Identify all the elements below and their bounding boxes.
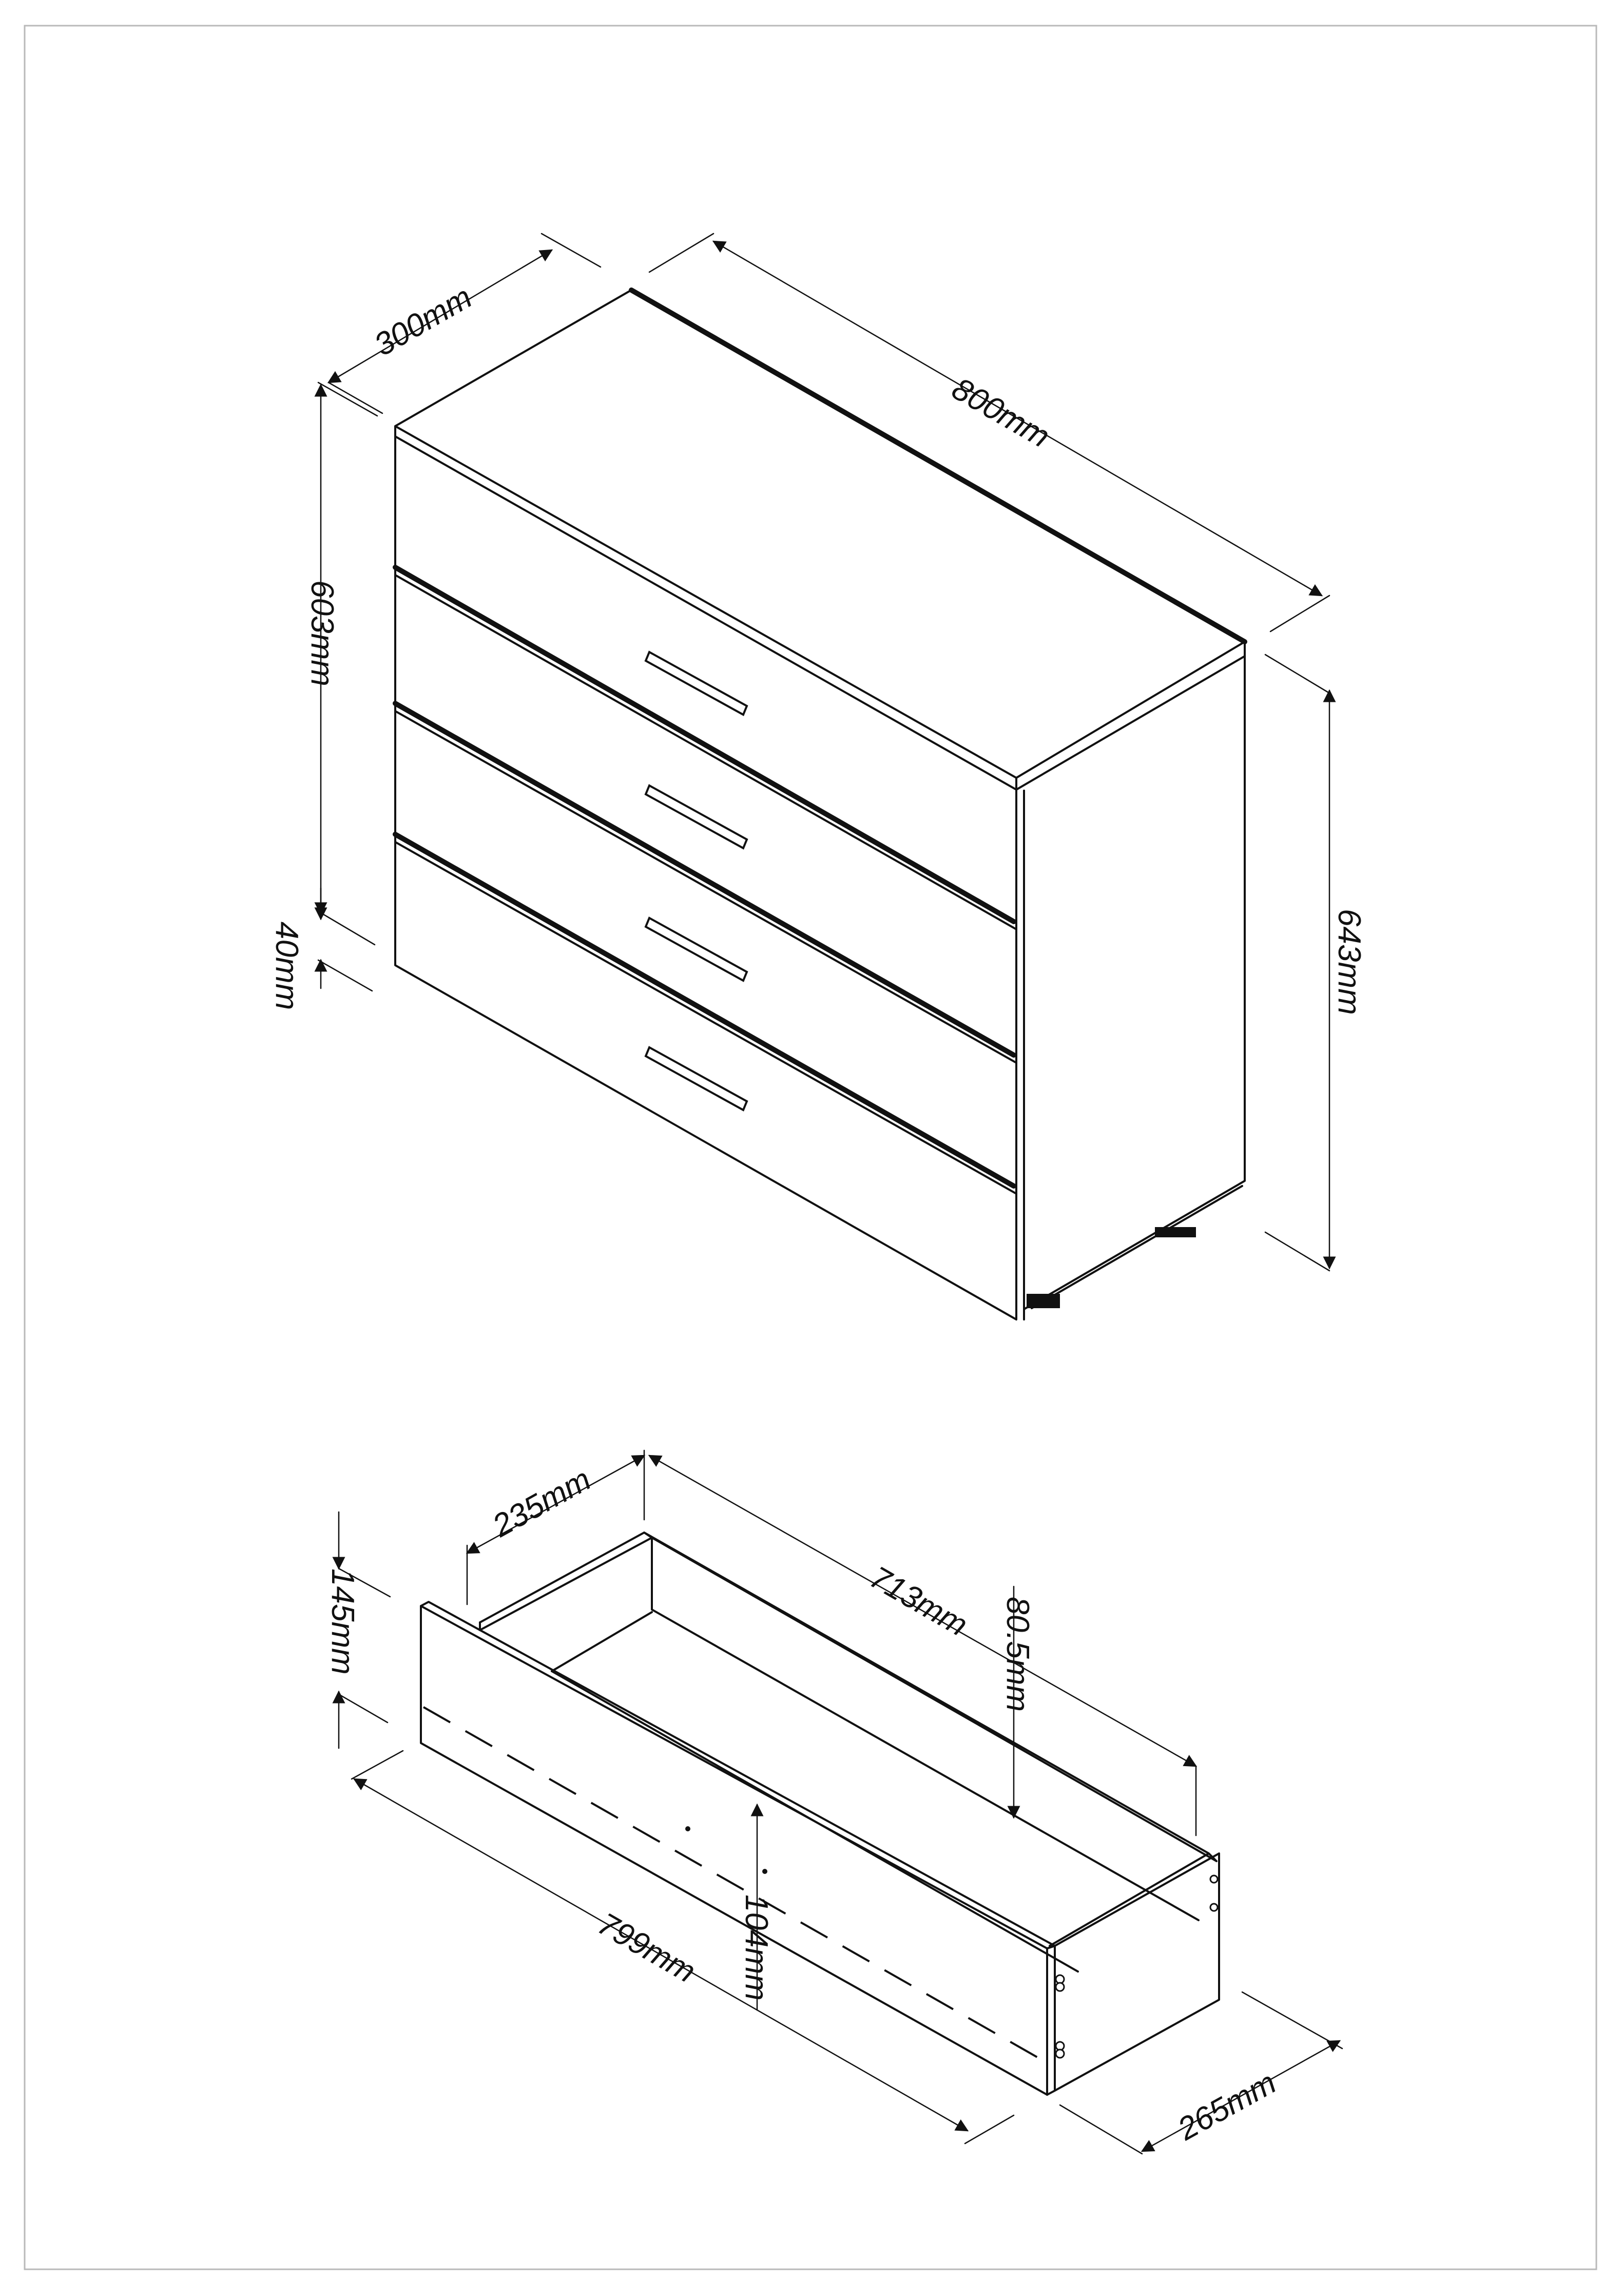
dim-643-extension <box>1265 655 1329 1271</box>
dim-799-extension <box>352 1751 1014 2144</box>
dim-40-extension <box>318 960 372 991</box>
drawer-front-panel <box>421 1602 1055 2095</box>
handle-icon <box>646 918 747 981</box>
handle-icon <box>646 786 747 848</box>
cabinet-drawing <box>269 234 1367 1319</box>
dim-40-label: 40mm <box>269 922 304 1010</box>
dim-643-label: 643mm <box>1331 909 1367 1015</box>
dim-300-label: 300mm <box>368 279 478 363</box>
dim-603-label: 603mm <box>304 580 340 686</box>
foot-front <box>1027 1294 1060 1308</box>
screw-hole-icon <box>1056 1983 1064 1991</box>
drawer-gap-2 <box>395 703 1014 1055</box>
hidden-bottom-line <box>423 1707 1045 2061</box>
cabinet-back-edge <box>631 290 1245 642</box>
screw-hole-icon <box>1210 1904 1218 1911</box>
screw-hole-icon <box>1056 2050 1064 2058</box>
dim-800-extension <box>649 234 1329 632</box>
drawer-gap-1 <box>395 567 1014 922</box>
handle-icon <box>646 652 747 715</box>
drawer-drawing <box>325 1450 1342 2154</box>
page-border <box>25 26 1596 2269</box>
marker-dot <box>685 1826 690 1831</box>
dim-265-label: 265mm <box>1172 2064 1282 2148</box>
cabinet-front-edges <box>395 436 1024 1319</box>
handle-icon <box>646 1047 747 1110</box>
dim-799-label: 799mm <box>592 1906 702 1990</box>
screw-hole-icon <box>1210 1876 1218 1883</box>
drawer-left-side <box>480 1538 652 1671</box>
dim-80-5-label: 80.5mm <box>1000 1597 1035 1712</box>
dim-145-label: 145mm <box>325 1568 360 1675</box>
drawer-right-end <box>1047 1853 1219 2095</box>
dim-800-label: 800mm <box>946 371 1056 455</box>
drawer-back-panel <box>480 1533 1216 1946</box>
marker-dot <box>762 1869 767 1874</box>
dim-235-label: 235mm <box>487 1461 597 1544</box>
cabinet-top <box>395 290 1245 790</box>
foot-back <box>1155 1227 1196 1237</box>
dim-104-label: 104mm <box>739 1895 774 2001</box>
dim-713-label: 713mm <box>864 1559 974 1643</box>
